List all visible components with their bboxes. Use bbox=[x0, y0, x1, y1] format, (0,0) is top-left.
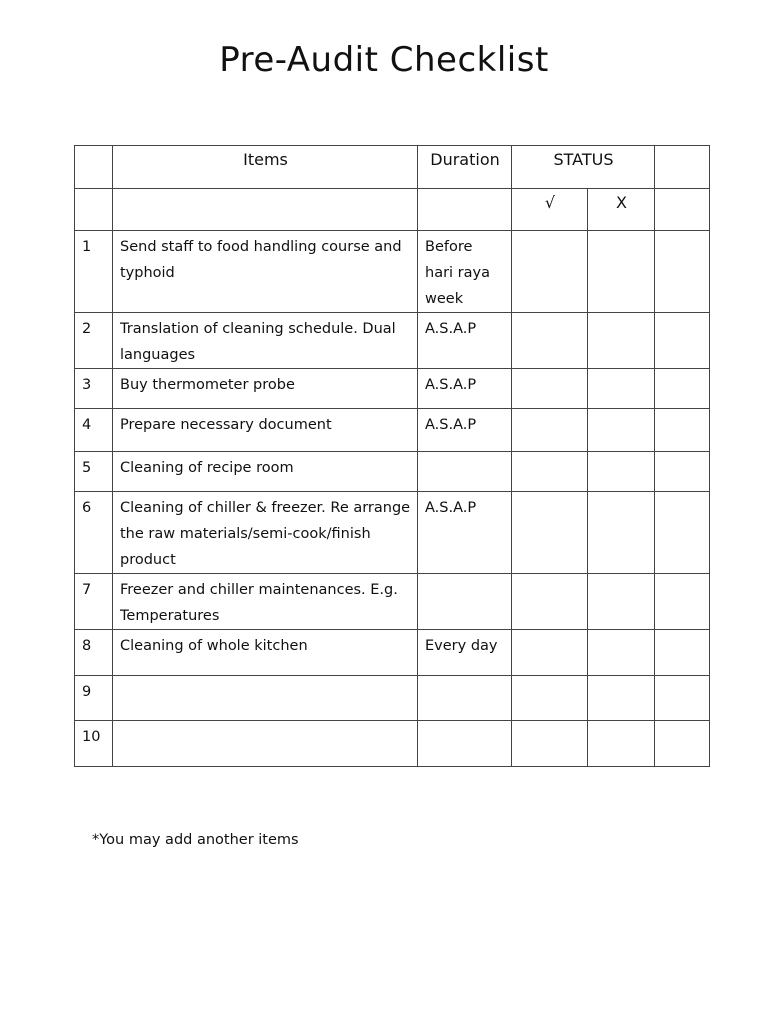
row-item: Translation of cleaning schedule. Dual languages bbox=[113, 313, 418, 369]
row-extra-cell bbox=[655, 574, 710, 630]
row-status-not-done-cell bbox=[588, 452, 655, 492]
row-duration: A.S.A.P bbox=[418, 313, 512, 369]
row-extra-cell bbox=[655, 409, 710, 452]
row-status-done-cell bbox=[512, 721, 588, 767]
row-number: 2 bbox=[75, 313, 113, 369]
row-status-not-done-cell bbox=[588, 676, 655, 721]
row-status-done-cell bbox=[512, 452, 588, 492]
row-number: 3 bbox=[75, 369, 113, 409]
row-item bbox=[113, 721, 418, 767]
row-extra-cell bbox=[655, 369, 710, 409]
row-status-not-done-cell bbox=[588, 409, 655, 452]
table-row bbox=[75, 369, 710, 409]
row-extra-cell bbox=[655, 721, 710, 767]
status-not-done-mark: X bbox=[588, 189, 655, 231]
row-extra-cell bbox=[655, 452, 710, 492]
row-extra-cell bbox=[655, 492, 710, 574]
row-status-done-cell bbox=[512, 676, 588, 721]
row-duration: A.S.A.P bbox=[418, 409, 512, 452]
row-status-not-done-cell bbox=[588, 492, 655, 574]
row-status-done-cell bbox=[512, 630, 588, 676]
row-item: Cleaning of chiller & freezer. Re arrange the raw materials/semi-cook/finish product bbox=[113, 492, 418, 574]
row-number: 9 bbox=[75, 676, 113, 721]
row-item: Cleaning of whole kitchen bbox=[113, 630, 418, 676]
row-status-not-done-cell bbox=[588, 231, 655, 313]
page-title: Pre-Audit Checklist bbox=[219, 40, 549, 80]
header-row bbox=[75, 146, 710, 189]
table-row bbox=[75, 630, 710, 676]
header-status: STATUS bbox=[512, 146, 655, 189]
row-duration: Every day bbox=[418, 630, 512, 676]
row-item: Send staff to food handling course and typhoid bbox=[113, 231, 418, 313]
row-status-done-cell bbox=[512, 369, 588, 409]
row-item bbox=[113, 676, 418, 721]
table-row bbox=[75, 574, 710, 630]
row-number: 6 bbox=[75, 492, 113, 574]
row-extra-cell bbox=[655, 231, 710, 313]
row-extra-cell bbox=[655, 676, 710, 721]
header-items: Items bbox=[113, 146, 418, 189]
row-status-done-cell bbox=[512, 231, 588, 313]
row-number: 8 bbox=[75, 630, 113, 676]
row-number: 4 bbox=[75, 409, 113, 452]
table-row bbox=[75, 492, 710, 574]
footnote: *You may add another items bbox=[92, 832, 299, 848]
row-item: Buy thermometer probe bbox=[113, 369, 418, 409]
table-row bbox=[75, 231, 710, 313]
row-status-not-done-cell bbox=[588, 574, 655, 630]
table-row bbox=[75, 721, 710, 767]
row-duration: A.S.A.P bbox=[418, 492, 512, 574]
row-duration bbox=[418, 452, 512, 492]
row-status-not-done-cell bbox=[588, 313, 655, 369]
row-number: 5 bbox=[75, 452, 113, 492]
header-duration: Duration bbox=[418, 146, 512, 189]
table-row bbox=[75, 676, 710, 721]
checklist-table bbox=[74, 145, 710, 767]
status-subheader-row bbox=[75, 189, 710, 231]
row-duration: A.S.A.P bbox=[418, 369, 512, 409]
table-row bbox=[75, 313, 710, 369]
row-duration bbox=[418, 721, 512, 767]
row-duration bbox=[418, 574, 512, 630]
row-duration: Before hari raya week bbox=[418, 231, 512, 313]
row-item: Cleaning of recipe room bbox=[113, 452, 418, 492]
row-number: 10 bbox=[75, 721, 113, 767]
table-row bbox=[75, 452, 710, 492]
status-done-mark: √ bbox=[512, 189, 588, 231]
header-number bbox=[75, 146, 113, 189]
row-extra-cell bbox=[655, 630, 710, 676]
row-number: 1 bbox=[75, 231, 113, 313]
row-status-done-cell bbox=[512, 574, 588, 630]
header-extra bbox=[655, 146, 710, 189]
table-row bbox=[75, 409, 710, 452]
checklist-rows bbox=[75, 231, 710, 767]
row-duration bbox=[418, 676, 512, 721]
row-status-not-done-cell bbox=[588, 630, 655, 676]
row-status-not-done-cell bbox=[588, 721, 655, 767]
row-number: 7 bbox=[75, 574, 113, 630]
row-item: Prepare necessary document bbox=[113, 409, 418, 452]
row-status-done-cell bbox=[512, 313, 588, 369]
row-extra-cell bbox=[655, 313, 710, 369]
row-status-not-done-cell bbox=[588, 369, 655, 409]
row-item: Freezer and chiller maintenances. E.g. Temperatures bbox=[113, 574, 418, 630]
row-status-done-cell bbox=[512, 492, 588, 574]
row-status-done-cell bbox=[512, 409, 588, 452]
